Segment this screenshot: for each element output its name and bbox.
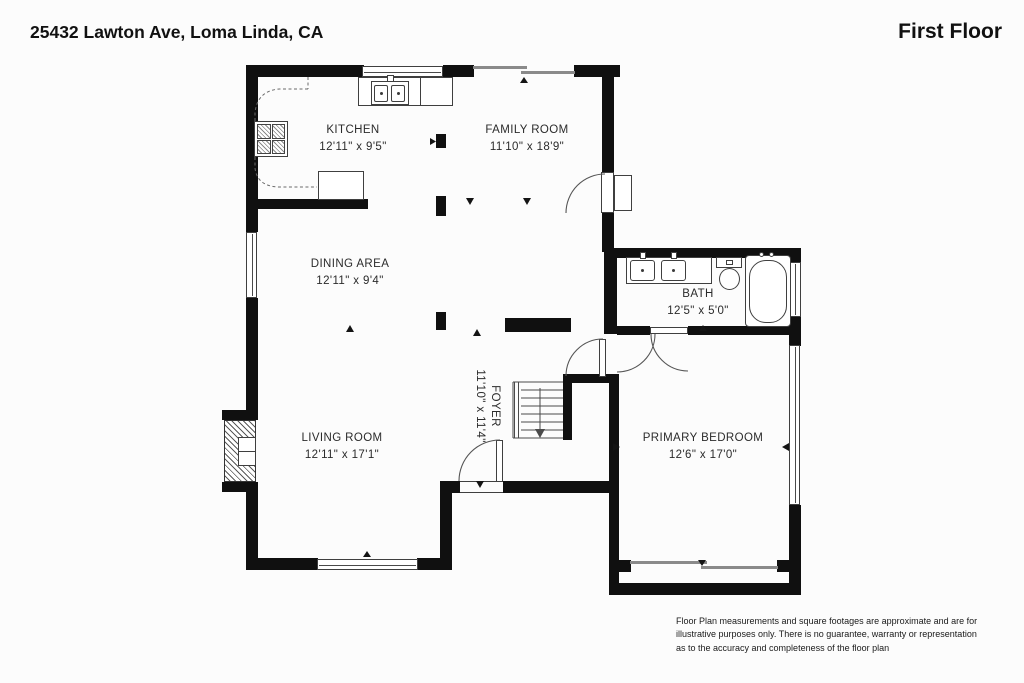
sink-drain [380,92,383,95]
bath-door-panel [650,327,688,334]
disclaimer-line: Floor Plan measurements and square footages are approximate and are for [676,616,978,626]
wall [602,213,614,252]
room-label-family [485,122,568,156]
room-label-dining [311,256,390,290]
dining-window-icon [246,232,257,298]
room-dims: 12'11" x 9'4" [316,275,384,287]
hall-door-panel [599,339,606,377]
stairs-icon [513,382,563,438]
wall [604,250,617,334]
room-label-primary [643,430,764,464]
island-icon [318,171,364,200]
room-label-living [301,430,382,464]
exterior-step [614,175,632,211]
wall [563,374,572,440]
wall [609,583,800,595]
disclaimer-text [676,615,1021,655]
door-arc-icon [617,334,655,372]
room-name: FOYER [489,385,501,427]
sliding-door-icon [701,566,778,569]
wall [246,65,364,77]
disclaimer-line: as to the accuracy and completeness of the floor plan [676,642,890,653]
room-name: BATH [682,288,714,300]
sliding-door-icon [473,66,527,69]
wall [222,482,258,492]
room-label-foyer [472,369,502,442]
room-label-bath [667,286,728,320]
wall [440,481,452,570]
wall [777,560,800,572]
bathtub-basin [749,260,787,323]
door-arc-icon [566,174,605,213]
wall [688,326,800,335]
room-label-kitchen [319,122,386,156]
front-door-threshold [460,492,503,493]
room-dims: 11'10" x 18'9" [489,141,565,153]
wall [505,318,571,332]
sliding-door-icon [630,561,707,564]
stairs-down-arrow [535,429,545,438]
faucet-icon [640,252,646,259]
door-arc-icon [459,440,500,481]
wall-stub [436,134,446,148]
room-dims: 12'11" x 17'1" [304,449,380,461]
door-threshold [601,172,614,213]
wall-stub [436,196,446,216]
living-window-icon [317,559,418,570]
wall [602,65,614,172]
wall-stub [436,312,446,330]
faucet-icon [387,75,394,82]
floor-label: First Floor [898,20,1002,43]
wall [617,326,650,335]
burner [257,124,271,139]
door-arc-icon [566,339,603,376]
room-dims: 12'5" x 5'0" [667,305,729,317]
wall [789,505,801,595]
wall [440,481,460,493]
kitchen-window-icon [362,66,443,77]
wall [246,199,368,209]
faucet-icon [671,252,677,259]
stove-icon [254,121,288,157]
wall [222,410,258,420]
wall [246,298,258,412]
room-name: DINING AREA [310,258,390,270]
front-door-panel [496,440,503,482]
sliding-door-icon [521,71,575,74]
disclaimer-line: illustrative purposes only. There is no guarantee, warranty or representation [676,629,977,640]
room-dims: 12'6" x 17'0" [668,449,738,461]
room-name: FAMILY ROOM [485,124,569,136]
room-name: KITCHEN [326,124,380,136]
tub-faucet [769,252,774,257]
bedroom-window-icon [789,345,800,505]
sink-drain [672,269,675,272]
room-name: PRIMARY BEDROOM [642,432,764,444]
room-dims: 12'11" x 9'5" [319,141,387,153]
wall [443,65,474,77]
sink-drain [641,269,644,272]
burner [272,140,286,155]
toilet-flush [726,260,733,265]
counter-divider [420,78,421,105]
burner [257,140,271,155]
sink-drain [397,92,400,95]
fireplace-detail [239,451,255,452]
tub-faucet [759,252,764,257]
wall [503,481,609,493]
room-dims: 11'10" x 11'4" [474,369,486,443]
wall [609,560,631,572]
burner [272,124,286,139]
door-arc-icon [651,334,688,371]
room-name: LIVING ROOM [301,432,383,444]
address-title: 25432 Lawton Ave, Loma Linda, CA [30,22,324,42]
front-door-threshold [460,481,503,482]
wall [246,558,318,570]
